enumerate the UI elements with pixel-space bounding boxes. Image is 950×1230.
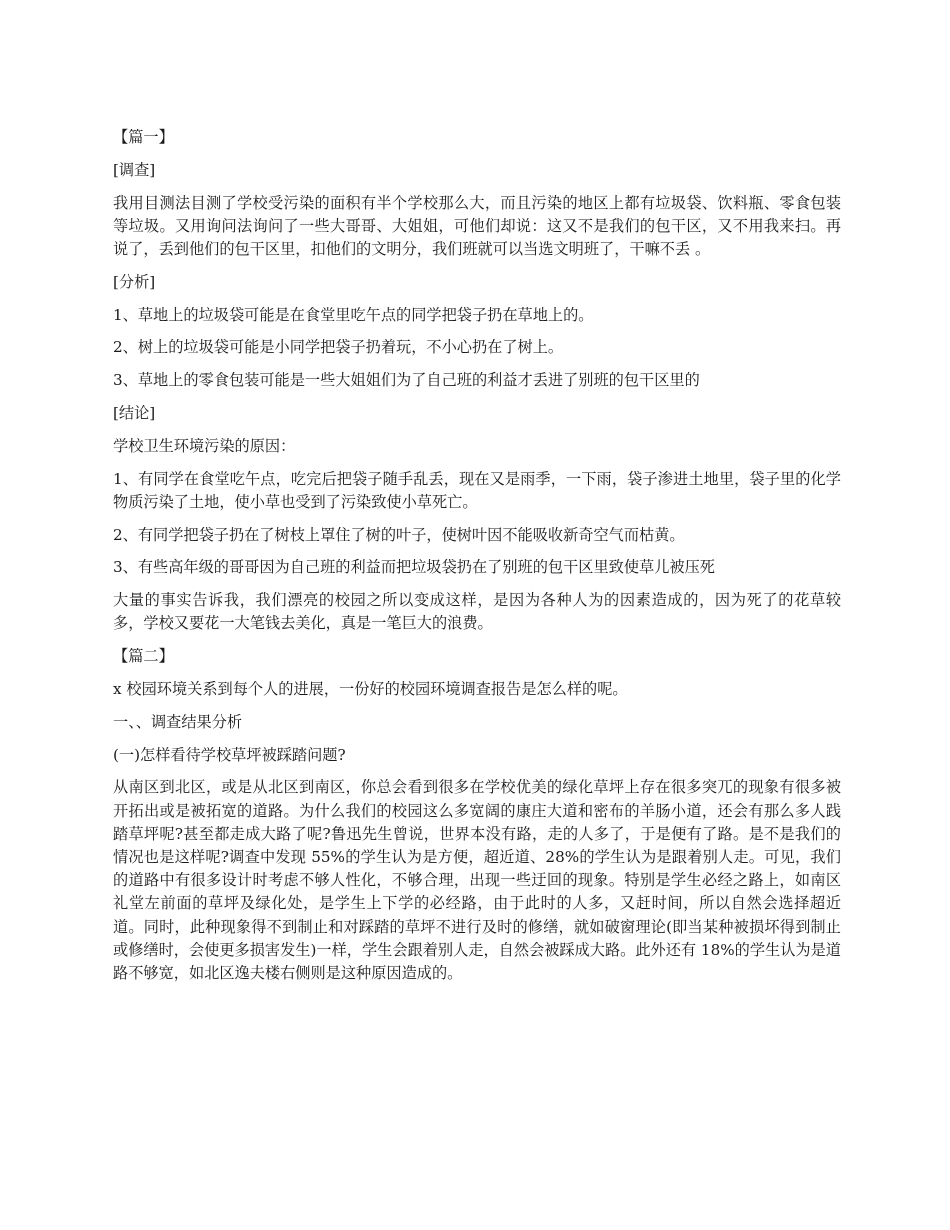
list-item-analysis-2: 2、树上的垃圾袋可能是小同学把袋子扔着玩，不小心扔在了树上。 bbox=[113, 338, 564, 357]
list-item-cause-1: 1、有同学在食堂吃午点，吃完后把袋子随手乱丢，现在又是雨季，一下雨，袋子渗进土地里，袋子里的化学物质污染了土地，使小草也受到了污染致使小草死亡。 bbox=[113, 469, 841, 511]
paragraph-survey-body: 我用目测法目测了学校受污染的面积有半个学校那么大，而且污染的地区上都有垃圾袋、饮料瓶、零食包装等垃圾。又用询问法询问了一些大哥哥、大姐姐，可他们却说：这又不是我们的包干区，又不用我来扫。再说了，丢到他们的包干区里，扣他们的文明分，我们班就可以当选文明班了，干嘛不丢 。 bbox=[113, 193, 841, 258]
paragraph-causes-intro: 学校卫生环境污染的原因： bbox=[113, 436, 296, 455]
section-heading-1: 【篇一】 bbox=[113, 128, 174, 146]
list-item-analysis-1: 1、草地上的垃圾袋可能是在食堂里吃午点的同学把袋子扔在草地上的。 bbox=[113, 305, 594, 324]
document-page bbox=[113, 126, 841, 995]
paragraph-intro-2: x 校园环境关系到每个人的进展，一份好的校园环境调查报告是怎么样的呢。 bbox=[113, 679, 628, 698]
subheading-conclusion: [结论] bbox=[113, 403, 156, 422]
subheading-lawn-question: (一)怎样看待学校草坪被踩踏问题? bbox=[113, 745, 346, 764]
list-item-analysis-3: 3、草地上的零食包装可能是一些大姐姐们为了自己班的利益才丢进了别班的包干区里的 bbox=[113, 371, 700, 390]
subheading-analysis: [分析] bbox=[113, 272, 156, 291]
subheading-results-analysis: 一、、调查结果分析 bbox=[113, 712, 243, 731]
list-item-cause-3: 3、有些高年级的哥哥因为自己班的利益而把垃圾袋扔在了别班的包干区里致使草儿被压死 bbox=[113, 558, 715, 577]
paragraph-lawn-body: 从南区到北区，或是从北区到南区，你总会看到很多在学校优美的绿化草坪上存在很多突兀的现象有很多被开拓出或是被拓宽的道路。为什么我们的校园这么多宽阔的康庄大道和密布的羊肠小道，还会有那么多人践踏草坪呢?甚至都走成大路了呢?鲁迅先生曾说，世界本没有路，走的人多了，于是便有了路。是不是我们的情况也是这样呢?调查中发现 55%的学生认为是方便，超近道、28%的学生认为是跟着别人走。可见，我们的道路中有很多设计时考虑不够人性化，不够合理，出现一些迂回的现象。特别是学生必经之路上，如南区礼堂左前面的草坪及绿化处，是学生上下学的必经路，由于此时的人多，又赶时间，所以自然会选择超近道。同时，此种现象得不到制止和对踩踏的草坪不进行及时的修缮，就如破窗理论(即当某种被损坏得到制止或修缮时，会使更多损害发生)一样，学生会跟着别人走，自然会被踩成大路。此外还有 18%的学生认为是道路不够宽，如北区逸夫楼右侧则是这种原因造成的。 bbox=[113, 778, 841, 982]
section-heading-2: 【篇二】 bbox=[113, 647, 174, 666]
list-item-cause-2: 2、有同学把袋子扔在了树枝上罩住了树的叶子，使树叶因不能吸收新奇空气而枯黄。 bbox=[113, 525, 685, 544]
paragraph-summary: 大量的事实告诉我，我们漂亮的校园之所以变成这样，是因为各种人为的因素造成的，因为死了的花草较多，学校又要花一大笔钱去美化，真是一笔巨大的浪费。 bbox=[113, 591, 841, 633]
subheading-survey: [调查] bbox=[113, 160, 156, 179]
